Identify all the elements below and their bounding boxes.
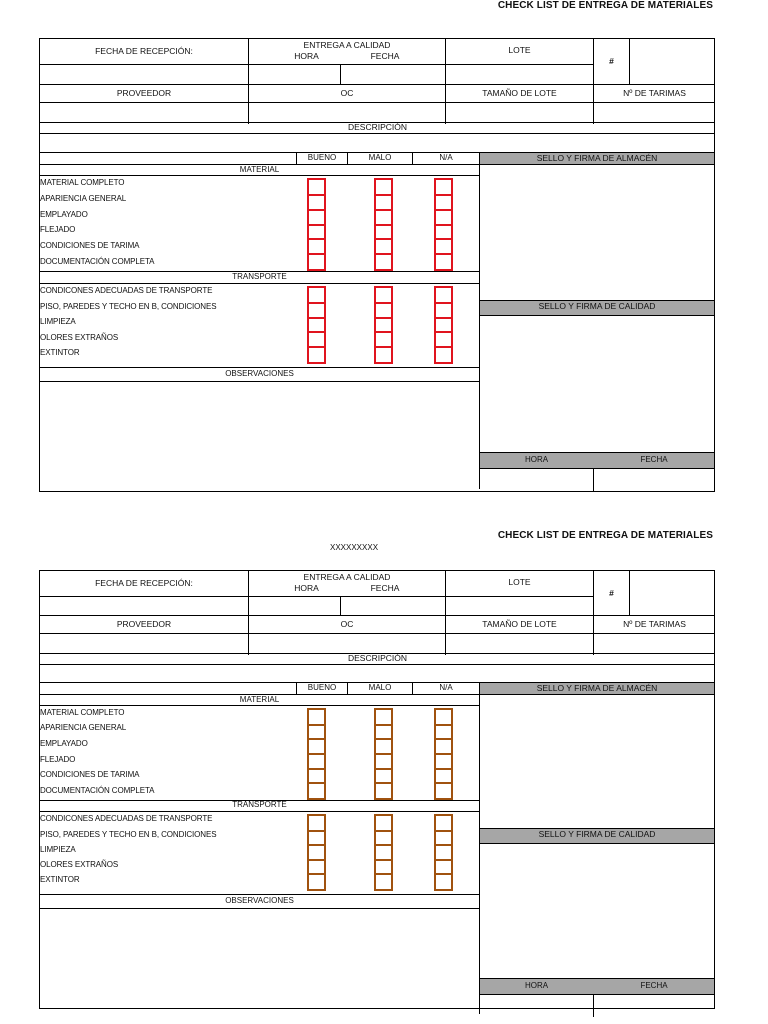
hora-label: HORA: [294, 583, 319, 593]
material-item: CONDICIONES DE TARIMA: [40, 770, 140, 779]
transporte-item: PISO, PAREDES Y TECHO EN B, CONDICIONES: [40, 302, 217, 311]
transporte-checkbox-na[interactable]: [434, 286, 453, 364]
transporte-item: OLORES EXTRAÑOS: [40, 860, 119, 869]
material-checkbox-bueno[interactable]: [307, 708, 326, 800]
sello-calidad-header: SELLO Y FIRMA DE CALIDAD: [479, 828, 715, 844]
grid-line: [340, 65, 341, 84]
transporte-item: LIMPIEZA: [40, 317, 76, 326]
grid-line: [39, 367, 479, 368]
oc-label: OC: [340, 88, 354, 98]
oc-label: OC: [340, 619, 354, 629]
grid-line: [39, 84, 715, 85]
grid-line: [39, 615, 715, 616]
descripcion-label: DESCRIPCIÓN: [347, 122, 408, 132]
number-label: #: [609, 56, 614, 66]
grid-line: [39, 811, 479, 812]
tamano-lote-label: TAMAÑO DE LOTE: [482, 88, 557, 98]
material-checkbox-na[interactable]: [434, 178, 453, 271]
grid-line: [629, 570, 630, 615]
material-item: FLEJADO: [40, 225, 76, 234]
na-header: N/A: [439, 683, 453, 692]
grid-line: [629, 38, 630, 84]
transporte-checkbox-malo[interactable]: [374, 286, 393, 364]
material-checkbox-malo[interactable]: [374, 178, 393, 271]
tarimas-label: Nº DE TARIMAS: [623, 619, 686, 629]
material-item: APARIENCIA GENERAL: [40, 723, 127, 732]
grid-line: [340, 597, 341, 616]
grid-line: [39, 596, 594, 597]
fecha-recepcion-label: FECHA DE RECEPCIÓN:: [95, 578, 193, 588]
material-item: APARIENCIA GENERAL: [40, 194, 127, 203]
grid-line: [593, 38, 594, 124]
form-title: CHECK LIST DE ENTREGA DE MATERIALES: [497, 0, 713, 11]
transporte-checkbox-na[interactable]: [434, 814, 453, 891]
fecha-footer-label: FECHA: [640, 455, 668, 464]
material-item: CONDICIONES DE TARIMA: [40, 241, 140, 250]
grid-line: [39, 283, 479, 284]
grid-line: [39, 894, 479, 895]
proveedor-label: PROVEEDOR: [116, 88, 172, 98]
material-item: FLEJADO: [40, 755, 76, 764]
sello-almacen-header: SELLO Y FIRMA DE ALMACÉN: [479, 152, 715, 165]
material-item: EMPLAYADO: [40, 739, 88, 748]
transporte-item: OLORES EXTRAÑOS: [40, 333, 119, 342]
material-item: DOCUMENTACIÓN COMPLETA: [40, 786, 155, 795]
form-subtitle: XXXXXXXXX: [330, 543, 379, 552]
checklist-form-1: [0, 0, 768, 495]
grid-line: [39, 664, 715, 665]
sello-almacen-header: SELLO Y FIRMA DE ALMACÉN: [479, 682, 715, 695]
material-checkbox-bueno[interactable]: [307, 178, 326, 271]
hora-label: HORA: [294, 51, 319, 61]
material-item: EMPLAYADO: [40, 210, 88, 219]
grid-line: [39, 381, 479, 382]
descripcion-label: DESCRIPCIÓN: [347, 653, 408, 663]
grid-line: [39, 64, 594, 65]
grid-line: [39, 133, 715, 134]
observaciones-header: OBSERVACIONES: [225, 369, 294, 378]
fecha-recepcion-label: FECHA DE RECEPCIÓN:: [95, 46, 193, 56]
form-title: CHECK LIST DE ENTREGA DE MATERIALES: [497, 530, 713, 541]
material-header: MATERIAL: [239, 695, 280, 704]
transporte-checkbox-bueno[interactable]: [307, 814, 326, 891]
grid-line: [479, 682, 480, 1014]
transporte-item: EXTINTOR: [40, 348, 80, 357]
transporte-header: TRANSPORTE: [232, 800, 287, 809]
transporte-checkbox-malo[interactable]: [374, 814, 393, 891]
material-item: MATERIAL COMPLETO: [40, 708, 125, 717]
sello-calidad-header: SELLO Y FIRMA DE CALIDAD: [479, 300, 715, 316]
grid-line: [479, 152, 480, 489]
entrega-calidad-label: ENTREGA A CALIDAD: [303, 40, 391, 50]
grid-line: [593, 570, 594, 655]
transporte-item: CONDICONES ADECUADAS DE TRANSPORTE: [40, 814, 213, 823]
proveedor-label: PROVEEDOR: [116, 619, 172, 629]
grid-line: [593, 469, 594, 491]
grid-line: [39, 175, 479, 176]
na-header: N/A: [439, 153, 453, 162]
bueno-header: BUENO: [307, 683, 337, 692]
transporte-header: TRANSPORTE: [232, 272, 287, 281]
material-item: DOCUMENTACIÓN COMPLETA: [40, 257, 155, 266]
observaciones-header: OBSERVACIONES: [225, 896, 294, 905]
fecha-label: FECHA: [370, 583, 400, 593]
transporte-item: PISO, PAREDES Y TECHO EN B, CONDICIONES: [40, 830, 217, 839]
transporte-item: CONDICONES ADECUADAS DE TRANSPORTE: [40, 286, 213, 295]
checklist-form-2: [0, 530, 768, 1024]
tamano-lote-label: TAMAÑO DE LOTE: [482, 619, 557, 629]
material-checkbox-malo[interactable]: [374, 708, 393, 800]
grid-line: [39, 633, 715, 634]
hora-footer-label: HORA: [524, 455, 549, 464]
material-item: MATERIAL COMPLETO: [40, 178, 125, 187]
grid-line: [39, 908, 479, 909]
grid-line: [593, 995, 594, 1017]
hora-footer-label: HORA: [524, 981, 549, 990]
number-label: #: [609, 588, 614, 598]
transporte-item: LIMPIEZA: [40, 845, 76, 854]
lote-label: LOTE: [508, 577, 531, 587]
grid-line: [39, 102, 715, 103]
tarimas-label: Nº DE TARIMAS: [623, 88, 686, 98]
transporte-item: EXTINTOR: [40, 875, 80, 884]
malo-header: MALO: [368, 153, 392, 162]
grid-line: [39, 705, 479, 706]
material-header: MATERIAL: [239, 165, 280, 174]
bueno-header: BUENO: [307, 153, 337, 162]
material-checkbox-na[interactable]: [434, 708, 453, 800]
fecha-footer-label: FECHA: [640, 981, 668, 990]
lote-label: LOTE: [508, 45, 531, 55]
entrega-calidad-label: ENTREGA A CALIDAD: [303, 572, 391, 582]
fecha-label: FECHA: [370, 51, 400, 61]
transporte-checkbox-bueno[interactable]: [307, 286, 326, 364]
malo-header: MALO: [368, 683, 392, 692]
